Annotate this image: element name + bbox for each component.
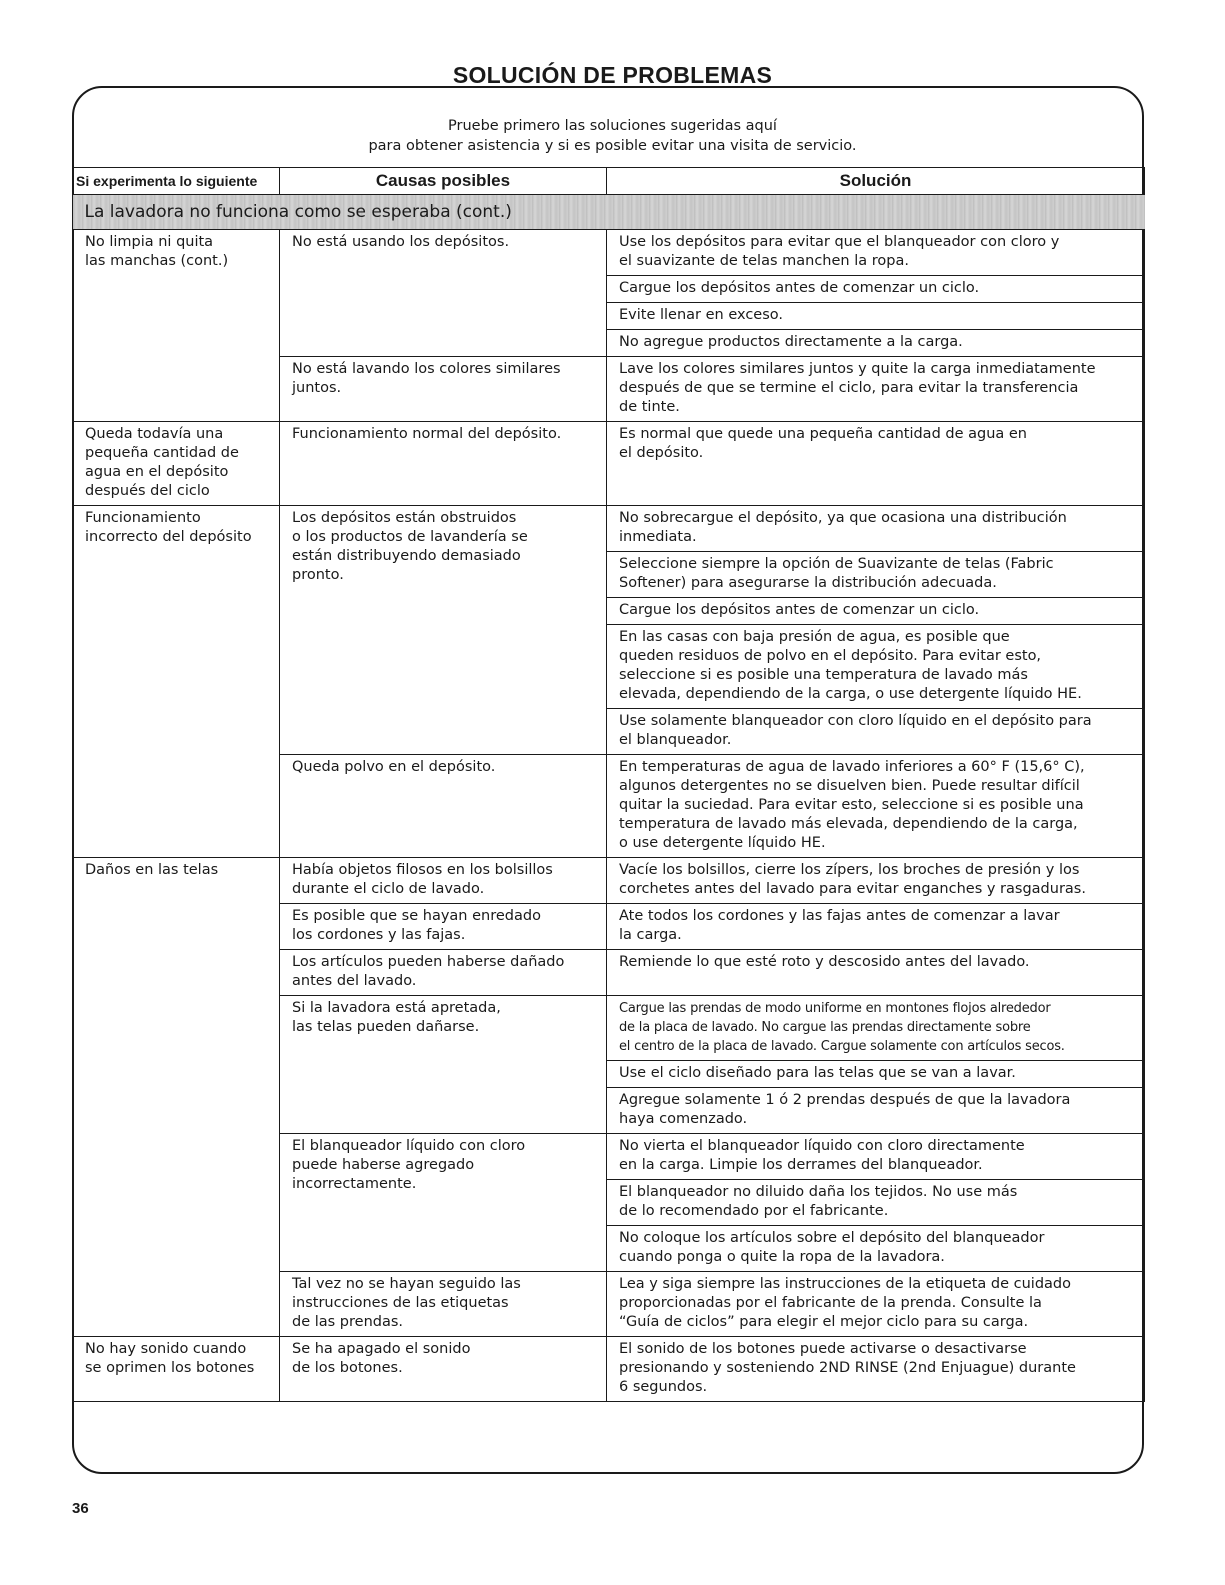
- cause-text: Si la lavadora está apretada, las telas pueden dañarse.: [292, 1000, 501, 1035]
- solution-text: Vacíe los bolsillos, cierre los zípers, los broches de presión y los corchetes antes del lavado para evitar enganches y rasgaduras.: [619, 862, 1086, 897]
- solution-text: Use los depósitos para evitar que el blanqueador con cloro y el suavizante de telas manchen la ropa.: [607, 230, 1144, 276]
- solution-text: Agregue solamente 1 ó 2 prendas después de que la lavadora haya comenzado.: [619, 1092, 1071, 1127]
- page-number: 36: [72, 1500, 89, 1517]
- problem-text: Funcionamiento incorrecto del depósito: [85, 510, 252, 545]
- solution-cell: [607, 1272, 1145, 1337]
- cause-cell: [280, 996, 607, 1134]
- header-row: [73, 168, 1145, 195]
- solution-cell: [607, 1337, 1145, 1402]
- problem-text: No hay sonido cuando se oprimen los botones: [85, 1341, 255, 1376]
- solution-text: Lea y siga siempre las instrucciones de la etiqueta de cuidado proporcionadas por el fabricante de la prenda. Consulte la “Guía de ciclos” para elegir el mejor ciclo para su carga.: [619, 1276, 1071, 1330]
- cause-cell: [280, 755, 607, 858]
- solution-text: El sonido de los botones puede activarse o desactivarse presionando y sosteniendo 2ND RINSE (2nd Enjuague) durante 6 segundos.: [619, 1341, 1076, 1395]
- solution-cell: [607, 506, 1145, 755]
- cause-text: El blanqueador líquido con cloro puede haberse agregado incorrectamente.: [292, 1138, 526, 1192]
- troubleshooting-table: [72, 167, 1145, 1402]
- solution-text: Evite llenar en exceso.: [607, 303, 1144, 330]
- solution-text: Cargue las prendas de modo uniforme en montones flojos alrededor de la placa de lavado. No cargue las prendas directamente sobre el centro de la placa de lavado. Cargue solamente con artículos secos.: [607, 996, 1144, 1061]
- cause-text: No está usando los depósitos.: [292, 234, 510, 250]
- solution-text: No vierta el blanqueador líquido con cloro directamente en la carga. Limpie los derrames del blanqueador.: [607, 1134, 1144, 1180]
- cause-cell: [280, 950, 607, 996]
- section-band-row: [73, 195, 1145, 230]
- solution-cell: [607, 904, 1145, 950]
- cause-text: Los depósitos están obstruidos o los productos de lavandería se están distribuyendo demasiado pronto.: [292, 510, 528, 583]
- table-row: [73, 858, 1145, 904]
- cause-cell: [280, 1134, 607, 1272]
- problem-cell: [73, 858, 280, 1337]
- solution-cell: [607, 422, 1145, 506]
- solution-text: Use solamente blanqueador con cloro líquido en el depósito para el blanqueador.: [619, 713, 1092, 748]
- cause-cell: [280, 230, 607, 357]
- solution-cell: [607, 230, 1145, 357]
- cause-cell: [280, 422, 607, 506]
- table-row: [73, 230, 1145, 357]
- solution-text: Cargue los depósitos antes de comenzar un ciclo.: [607, 276, 1144, 303]
- solution-text: Seleccione siempre la opción de Suavizante de telas (Fabric Softener) para asegurarse la distribución adecuada.: [607, 552, 1144, 598]
- intro-text: Pruebe primero las soluciones sugeridas aquí para obtener asistencia y si es posible evitar una visita de servicio.: [368, 118, 857, 154]
- cause-text: Tal vez no se hayan seguido las instrucciones de las etiquetas de las prendas.: [292, 1276, 521, 1330]
- solution-text: No coloque los artículos sobre el depósito del blanqueador cuando ponga o quite la ropa de la lavadora.: [619, 1230, 1045, 1265]
- table-row: [73, 1337, 1145, 1402]
- solution-text: En las casas con baja presión de agua, es posible que queden residuos de polvo en el depósito. Para evitar esto, seleccione si es posible una temperatura de lavado más elevada, dependiendo de la carga, o use detergente líquido HE.: [607, 625, 1144, 709]
- solution-cell: [607, 950, 1145, 996]
- solution-text: Use el ciclo diseñado para las telas que se van a lavar.: [607, 1061, 1144, 1088]
- solution-text: Lave los colores similares juntos y quite la carga inmediatamente después de que se termine el ciclo, para evitar la transferencia de tinte.: [619, 361, 1096, 415]
- solution-text: No sobrecargue el depósito, ya que ocasiona una distribución inmediata.: [607, 506, 1144, 552]
- problem-cell: [73, 1337, 280, 1402]
- cause-text: Se ha apagado el sonido de los botones.: [292, 1341, 471, 1376]
- table-row: [73, 422, 1145, 506]
- cause-text: Había objetos filosos en los bolsillos durante el ciclo de lavado.: [292, 862, 553, 897]
- solution-cell: [607, 858, 1145, 904]
- solution-cell: [607, 996, 1145, 1134]
- problem-text: No limpia ni quita las manchas (cont.): [85, 234, 229, 269]
- cause-text: Queda polvo en el depósito.: [292, 759, 496, 775]
- solution-text: El blanqueador no diluido daña los tejidos. No use más de lo recomendado por el fabricante.: [607, 1180, 1144, 1226]
- solution-text: Ate todos los cordones y las fajas antes de comenzar a lavar la carga.: [619, 908, 1060, 943]
- cause-cell: [280, 1272, 607, 1337]
- solution-text: Cargue los depósitos antes de comenzar un ciclo.: [607, 598, 1144, 625]
- problem-text: Daños en las telas: [85, 862, 219, 878]
- header-solution: Solución: [607, 168, 1145, 195]
- cause-text: Los artículos pueden haberse dañado antes del lavado.: [292, 954, 565, 989]
- problem-cell: [73, 422, 280, 506]
- section-band: La lavadora no funciona como se esperaba (cont.): [73, 195, 1145, 230]
- table-row: [73, 506, 1145, 755]
- cause-cell: [280, 506, 607, 755]
- solution-text: Remiende lo que esté roto y descosido antes del lavado.: [619, 954, 1030, 970]
- page-title: SOLUCIÓN DE PROBLEMAS: [452, 62, 773, 88]
- problem-text: Queda todavía una pequeña cantidad de agua en el depósito después del ciclo: [85, 426, 239, 499]
- solution-cell: [607, 357, 1145, 422]
- solution-text: No agregue productos directamente a la carga.: [619, 334, 963, 350]
- cause-text: Es posible que se hayan enredado los cordones y las fajas.: [292, 908, 541, 943]
- cause-cell: [280, 357, 607, 422]
- cause-cell: [280, 904, 607, 950]
- solution-text: En temperaturas de agua de lavado inferiores a 60° F (15,6° C), algunos detergentes no se disuelven bien. Puede resultar difícil quitar la suciedad. Para evitar esto, seleccione si es posible una temperatura de lavado más elevada, dependiendo de la carga, o use detergente líquido HE.: [619, 759, 1085, 851]
- solution-cell: [607, 755, 1145, 858]
- header-causes: Causas posibles: [280, 168, 607, 195]
- problem-cell: [73, 506, 280, 858]
- header-problem: Si experimenta lo siguiente: [73, 168, 280, 195]
- cause-cell: [280, 858, 607, 904]
- problem-cell: [73, 230, 280, 422]
- cause-cell: [280, 1337, 607, 1402]
- cause-text: No está lavando los colores similares juntos.: [292, 361, 561, 396]
- cause-text: Funcionamiento normal del depósito.: [292, 426, 562, 442]
- solution-text: Es normal que quede una pequeña cantidad de agua en el depósito.: [619, 426, 1027, 461]
- solution-cell: [607, 1134, 1145, 1272]
